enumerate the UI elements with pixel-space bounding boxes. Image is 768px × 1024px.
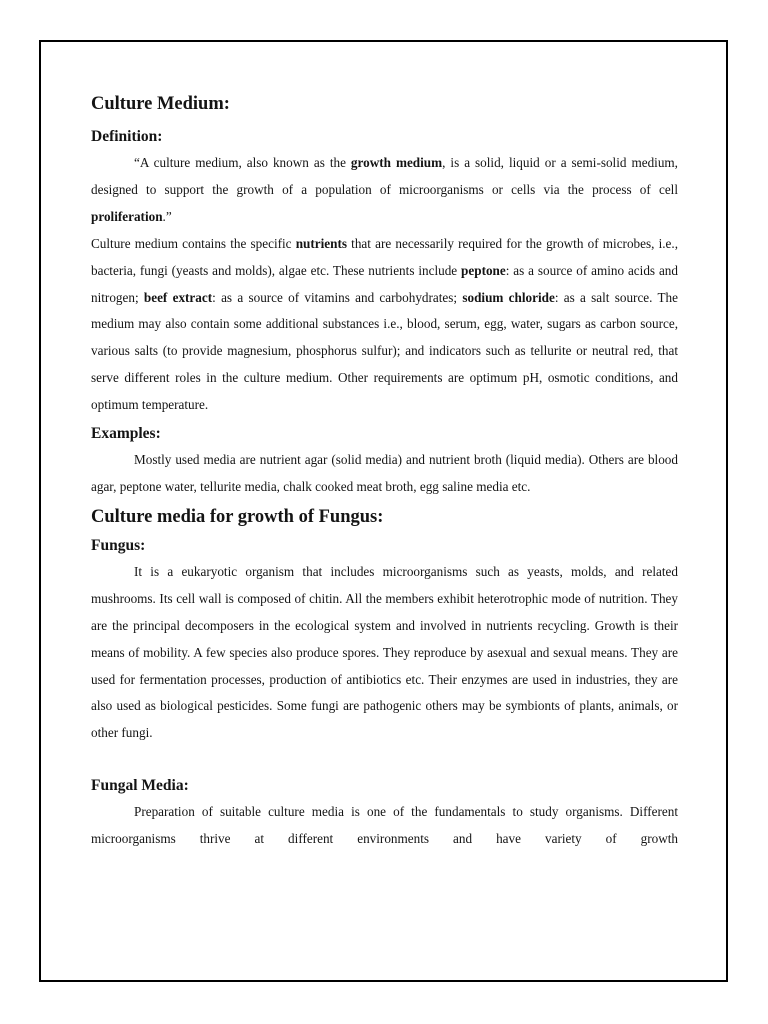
term-beef-extract: beef extract	[143, 289, 213, 305]
examples-heading: Examples:	[91, 425, 161, 443]
term-sodium-chloride: sodium chloride	[462, 289, 555, 305]
term-growth-medium: growth medium	[350, 155, 443, 170]
document-content	[91, 91, 678, 853]
fungal-media-heading: Fungal Media:	[91, 777, 189, 795]
page-title: Culture Medium:	[91, 94, 230, 114]
document-page	[39, 40, 728, 982]
term-proliferation: proliferation	[91, 208, 163, 224]
examples-paragraph: Mostly used media are nutrient agar (solid media) and nutrient broth (liquid media). Others are blood agar, peptone water, tellurite media, chalk cooked meat broth, egg saline media etc.	[91, 452, 678, 494]
definition-paragraph: “A culture medium, also known as the growth medium, is a solid, liquid or a semi-solid medium, designed to support the growth of a population of microorganisms or cells via the process of cell proliferation.”	[91, 155, 678, 224]
term-nutrients: nutrients	[295, 235, 347, 251]
fungus-paragraph: It is a eukaryotic organism that includes microorganisms such as yeasts, molds, and related mushrooms. Its cell wall is composed of chitin. All the members exhibit heterotrophic mode of nutrition. They are the principal decomposers in the ecological system and involved in nutrients recycling. Growth is their means of mobility. A few species also produce spores. They reproduce by asexual and sexual means. They are used for fermentation processes, production of antibiotics etc. Their enzymes are used in industries, they are also used as biological pesticides. Some fungi are pathogenic others may be symbionts of plants, animals, or other fungi.	[91, 563, 678, 741]
definition-heading: Definition:	[91, 128, 163, 145]
fungal-media-paragraph: Preparation of suitable culture media is one of the fundamentals to study organisms. Different microorganisms thrive at different environments and have variety of growth	[91, 804, 678, 847]
medium-contents-paragraph: Culture medium contains the specific nutrients that are necessarily required for the growth of microbes, i.e., bacteria, fungi (yeasts and molds), algae etc. These nutrients include peptone: as a source of amino acids and nitrogen; beef extract: as a source of vitamins and carbohydrates; sodium chloride: as a salt source. The medium may also contain some additional substances i.e., blood, serum, egg, water, sugars as carbon source, various salts (to provide magnesium, phosphorus sulfur); and indicators such as tellurite or neutral red, that serve different roles in the culture medium. Other requirements are optimum pH, osmotic conditions, and optimum temperature.	[91, 235, 678, 413]
fungus-heading: Fungus:	[91, 536, 146, 554]
fungus-section-heading: Culture media for growth of Fungus:	[91, 506, 384, 527]
term-peptone: peptone	[461, 262, 506, 278]
